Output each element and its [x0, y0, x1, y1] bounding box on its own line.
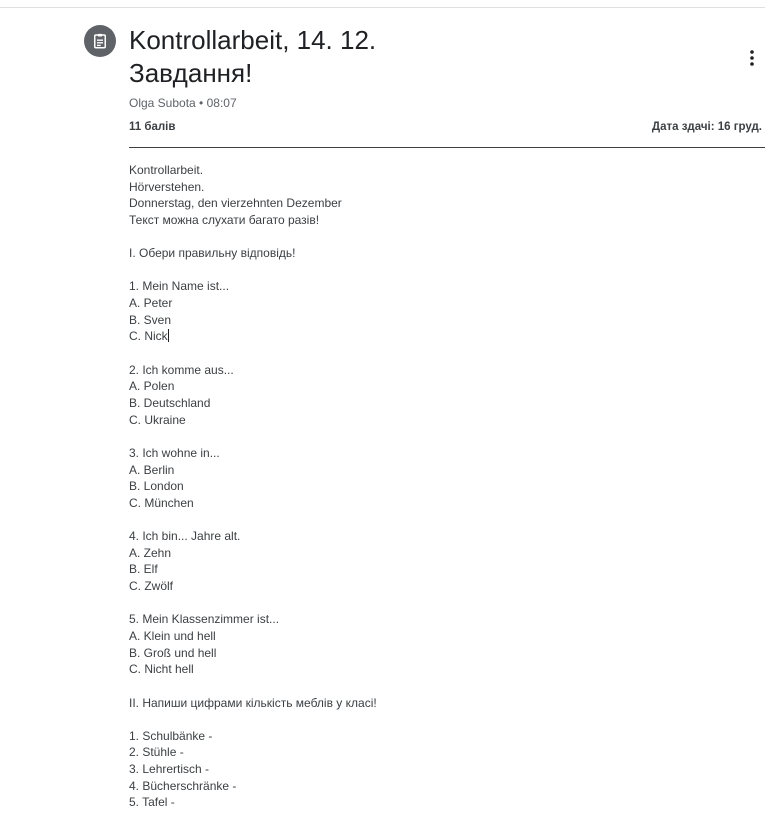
description-line: C. Nick	[129, 329, 168, 344]
description-line: Donnerstag, den vierzehnten Dezember	[129, 196, 342, 211]
description-line: Kontrollarbeit.	[129, 163, 204, 177]
text-cursor	[168, 329, 169, 342]
assignment-description	[129, 162, 749, 811]
post-meta	[129, 96, 237, 110]
meta-separator: •	[195, 96, 207, 110]
description-blank-line	[129, 511, 749, 528]
header-divider	[129, 147, 765, 148]
description-line: A. Zehn	[129, 545, 172, 560]
description-line: I. Обери правильну відповідь!	[129, 246, 296, 261]
description-line: 3. Lehrertisch -	[129, 762, 210, 777]
description-line: C. Nicht hell	[129, 662, 194, 677]
description-line: 3. Ich wohne in...	[129, 445, 220, 460]
description-line: A. Berlin	[129, 462, 175, 477]
post-time: 08:07	[206, 96, 237, 110]
description-line: B. Groß und hell	[129, 645, 217, 660]
assignment-icon	[84, 25, 116, 57]
author-name: Olga Subota	[129, 96, 196, 110]
description-line: B. Sven	[129, 312, 172, 327]
description-line: II. Напиши цифрами кількість меблів у класі!	[129, 695, 377, 710]
points-label: 11 балів	[129, 121, 176, 133]
description-line: C. Ukraine	[129, 412, 186, 427]
description-line: B. London	[129, 479, 184, 494]
title-line-1: Kontrollarbeit, 14. 12.	[129, 25, 377, 55]
description-blank-line	[129, 428, 749, 445]
title-line-2: Завдання!	[129, 58, 253, 88]
description-line: A. Klein und hell	[129, 628, 216, 643]
description-line: C. München	[129, 495, 194, 510]
description-blank-line	[129, 345, 749, 362]
description-blank-line	[129, 595, 749, 612]
description-line: 4. Bücherschränke -	[129, 778, 237, 793]
description-line: 5. Mein Klassenzimmer ist...	[129, 612, 280, 627]
description-line: A. Peter	[129, 296, 173, 311]
description-line: 1. Schulbänke -	[129, 728, 213, 743]
description-line: B. Elf	[129, 562, 158, 577]
page-title	[129, 24, 689, 90]
description-line: 2. Ich komme aus...	[129, 362, 234, 377]
due-date: Дата здачі: 16 груд.	[651, 121, 762, 133]
description-blank-line	[129, 711, 749, 728]
more-options-button[interactable]	[740, 46, 764, 70]
top-divider	[0, 7, 765, 8]
description-line: 5. Tafel -	[129, 795, 175, 810]
description-line: Hörverstehen.	[129, 179, 205, 194]
description-line: C. Zwölf	[129, 579, 174, 594]
description-blank-line	[129, 229, 749, 246]
description-line: A. Polen	[129, 379, 175, 394]
description-line: B. Deutschland	[129, 395, 211, 410]
description-line: 4. Ich bin... Jahre alt.	[129, 529, 241, 544]
more-vert-icon	[750, 50, 754, 66]
description-line: 1. Mein Name ist...	[129, 279, 230, 294]
description-line: Текст можна слухати багато разів!	[129, 212, 320, 227]
description-blank-line	[129, 262, 749, 279]
description-blank-line	[129, 678, 749, 695]
description-line: 2. Stühle -	[129, 745, 184, 760]
